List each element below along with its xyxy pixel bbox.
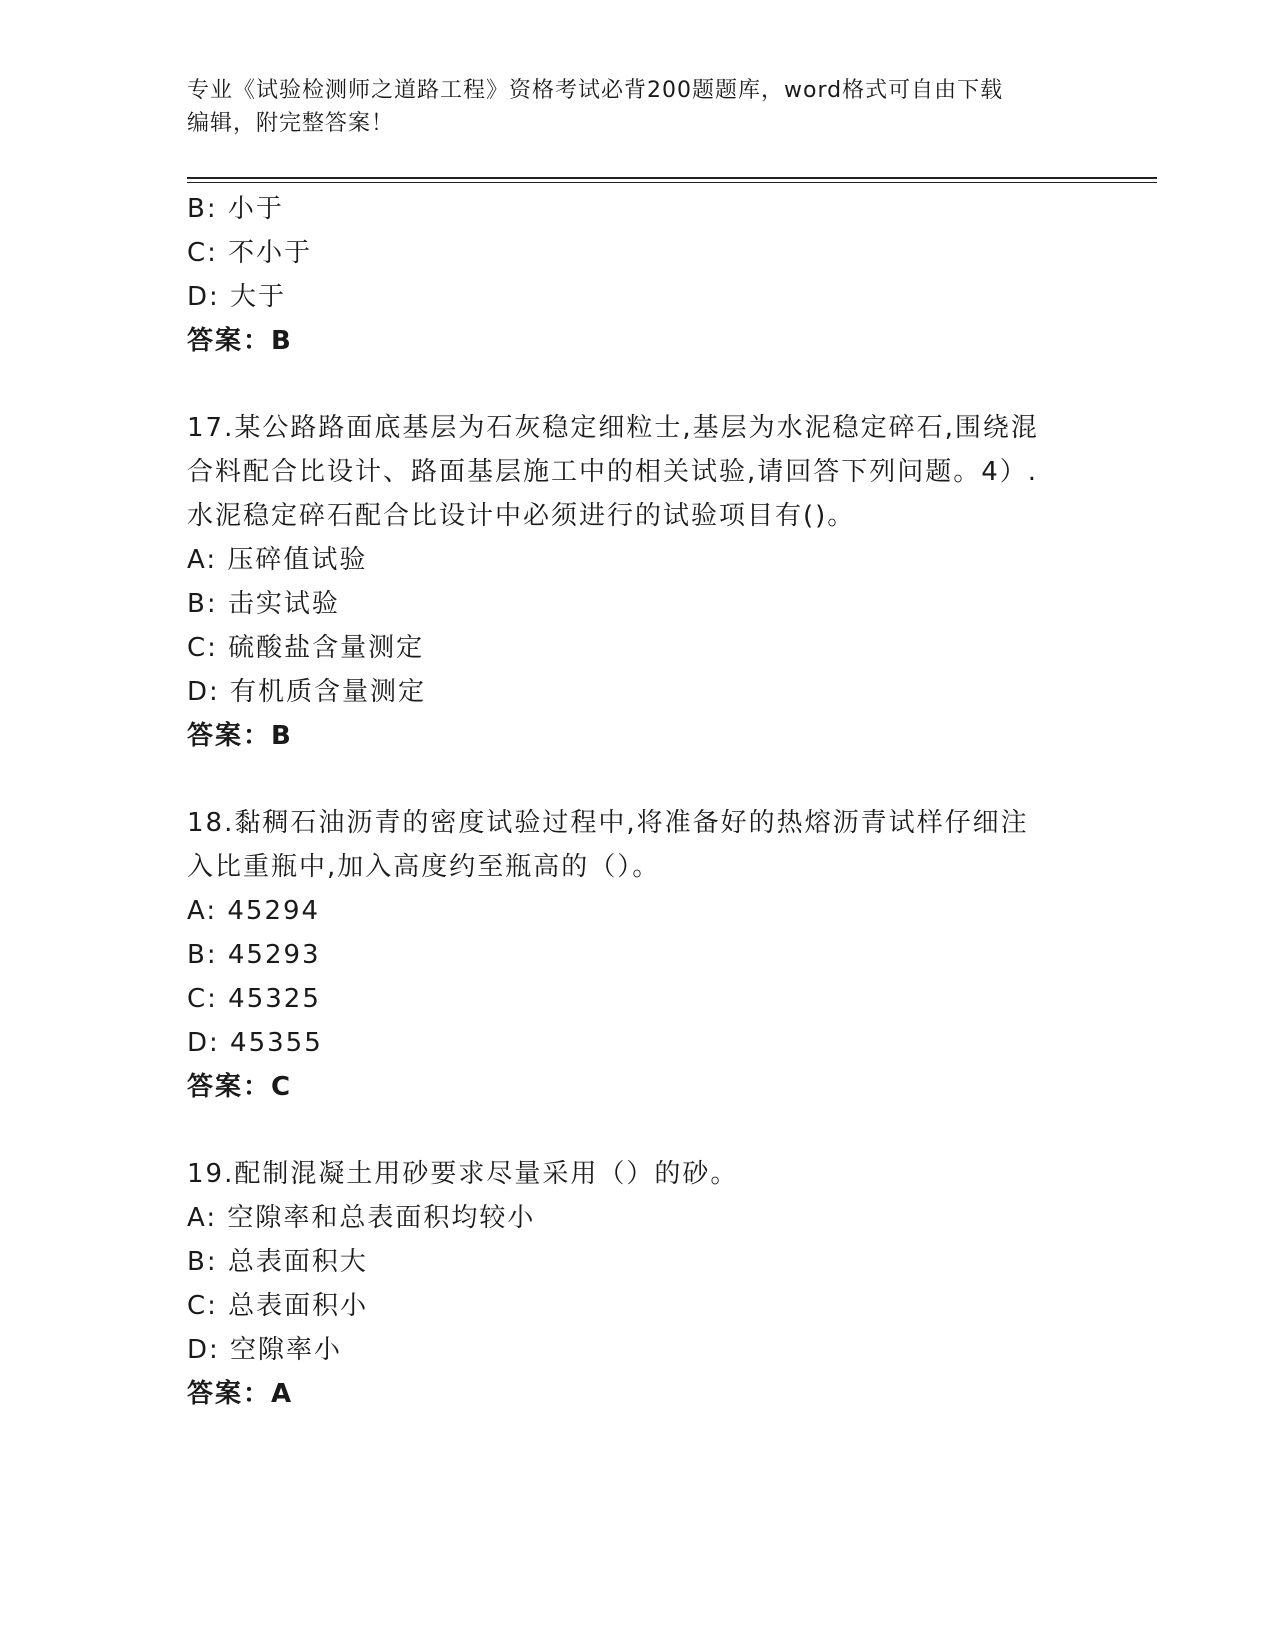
q19-option-a: A: 空隙率和总表面积均较小 [187, 1203, 536, 1233]
header-divider-thin [187, 182, 1157, 183]
q18-option-d: D: 45355 [187, 1028, 323, 1058]
q18-option-c: C: 45325 [187, 984, 321, 1014]
header-divider-thick [187, 177, 1157, 179]
q16-answer: 答案：B [187, 326, 293, 356]
q19-answer: 答案：A [187, 1379, 294, 1409]
q17-option-c: C: 硫酸盐含量测定 [187, 633, 425, 663]
document-header [187, 74, 1087, 140]
q17-stem-line-1: 17.某公路路面底基层为石灰稳定细粒士,基层为水泥稳定碎石,围绕混 [187, 413, 1039, 443]
q18-option-a: A: 45294 [187, 896, 321, 926]
q17-stem-line-2: 合料配合比设计、路面基层施工中的相关试验,请回答下列问题。4）. [187, 457, 1039, 487]
q16-option-d: D: 大于 [187, 282, 287, 312]
q17-option-a: A: 压碎值试验 [187, 545, 368, 575]
q17-answer: 答案：B [187, 721, 293, 751]
q16-option-b: B: 小于 [187, 194, 284, 224]
q17-option-d: D: 有机质含量测定 [187, 677, 427, 707]
q19-option-b: B: 总表面积大 [187, 1247, 368, 1277]
q17-stem-line-3: 水泥稳定碎石配合比设计中必须进行的试验项目有()。 [187, 501, 856, 531]
q18-stem-line-1: 18.黏稠石油沥青的密度试验过程中,将准备好的热熔沥青试样仔细注 [187, 808, 1029, 838]
q16-option-c: C: 不小于 [187, 238, 313, 268]
q18-answer: 答案：C [187, 1072, 293, 1102]
header-title-line-1: 专业《试验检测师之道路工程》资格考试必背200题题库，word格式可自由下载 [187, 78, 1004, 103]
q18-stem-line-2: 入比重瓶中,加入高度约至瓶高的（）。 [187, 852, 661, 882]
q18-option-b: B: 45293 [187, 940, 321, 970]
q17-option-b: B: 击实试验 [187, 589, 340, 619]
header-title-line-2: 编辑，附完整答案！ [187, 111, 395, 136]
q19-stem-line-1: 19.配制混凝土用砂要求尽量采用（）的砂。 [187, 1159, 739, 1189]
q19-option-c: C: 总表面积小 [187, 1291, 369, 1321]
q19-option-d: D: 空隙率小 [187, 1335, 343, 1365]
